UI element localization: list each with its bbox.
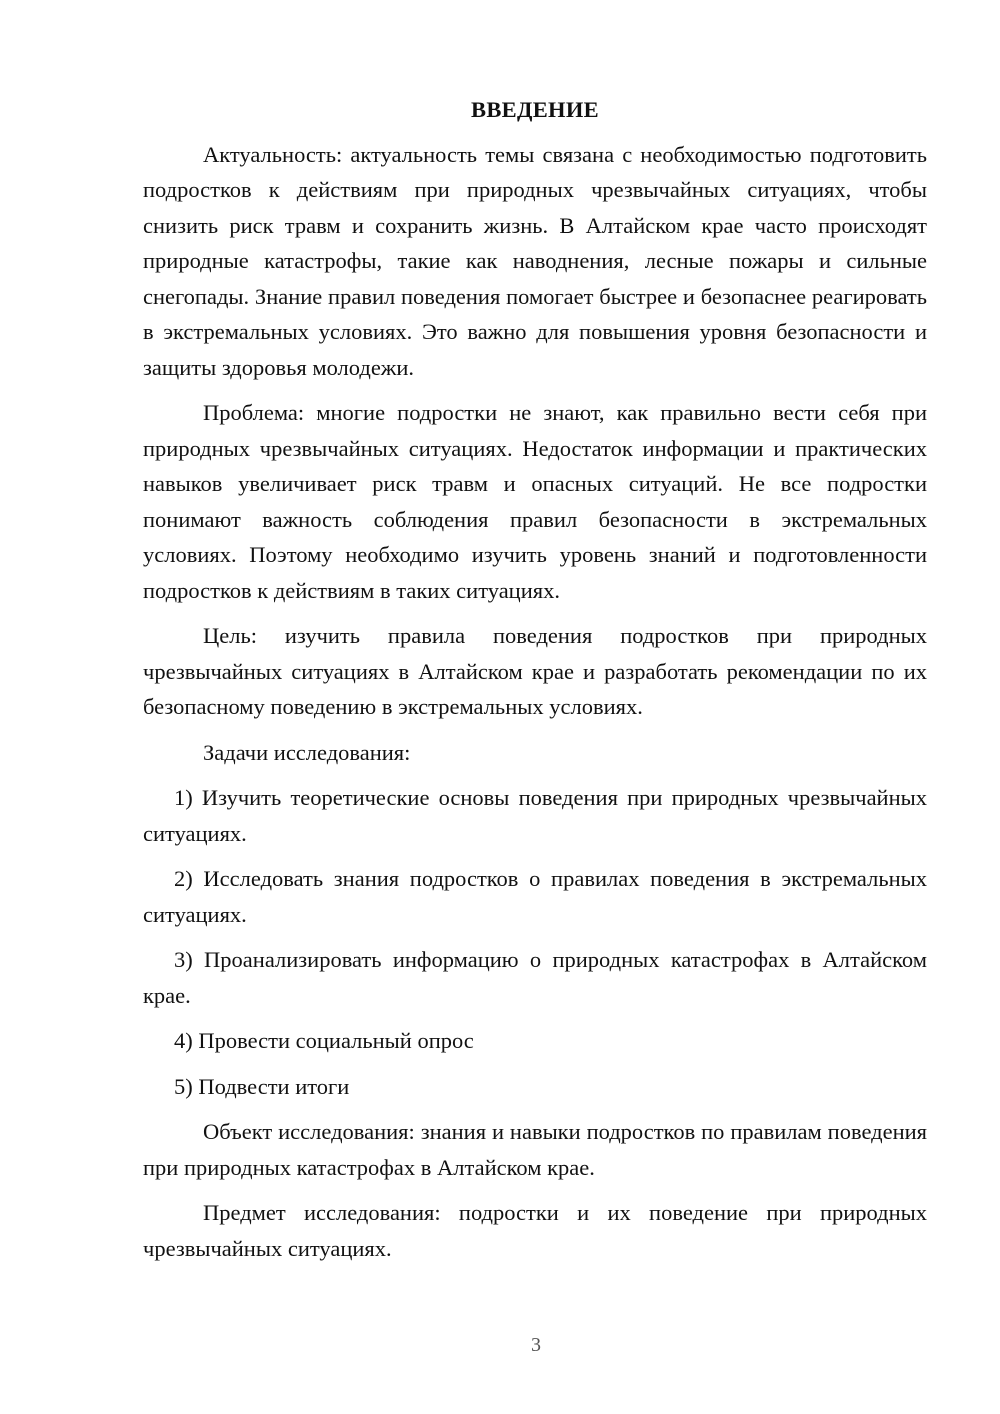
- page-number: 3: [531, 1334, 541, 1356]
- page-title: ВВЕДЕНИЕ: [471, 97, 599, 122]
- task-item-3: 3) Проанализировать информацию о природных катастрофах в Алтайском крае.: [143, 947, 927, 1008]
- paragraph-subject: Предмет исследования: подростки и их поведение при природных чрезвычайных ситуациях.: [143, 1200, 927, 1261]
- task-item-1: 1) Изучить теоретические основы поведения при природных чрезвычайных ситуациях.: [143, 785, 927, 846]
- paragraph-problem: Проблема: многие подростки не знают, как правильно вести себя при природных чрезвычайных ситуациях. Недостаток информации и практических навыков увеличивает риск травм и опасных ситуаций. Не все подростки понимают важность соблюдения правил безопасности в экстремальных условиях. Поэтому необходимо изучить уровень знаний и подготовленности подростков к действиям в таких ситуациях.: [143, 400, 927, 603]
- task-item-2: 2) Исследовать знания подростков о правилах поведения в экстремальных ситуациях.: [143, 866, 927, 927]
- task-item-4: 4) Провести социальный опрос: [174, 1028, 474, 1053]
- tasks-heading: Задачи исследования:: [203, 739, 411, 765]
- task-item-5: 5) Подвести итоги: [174, 1073, 350, 1099]
- paragraph-object: Объект исследования: знания и навыки подростков по правилам поведения при природных катастрофах в Алтайском крае.: [143, 1119, 927, 1180]
- paragraph-relevance: Актуальность: актуальность темы связана с необходимостью подготовить подростков к действиям при природных чрезвычайных ситуациях, чтобы снизить риск травм и сохранить жизнь. В Алтайском крае часто происходят природные катастрофы, такие как наводнения, лесные пожары и сильные снегопады. Знание правил поведения помогает быстрее и безопаснее реагировать в экстремальных условиях. Это важно для повышения уровня безопасности и защиты здоровья молодежи.: [143, 141, 927, 380]
- page-content: [143, 92, 927, 1276]
- paragraph-goal: Цель: изучить правила поведения подростков при природных чрезвычайных ситуациях в Алтайском крае и разработать рекомендации по их безопасному поведению в экстремальных условиях.: [143, 623, 927, 719]
